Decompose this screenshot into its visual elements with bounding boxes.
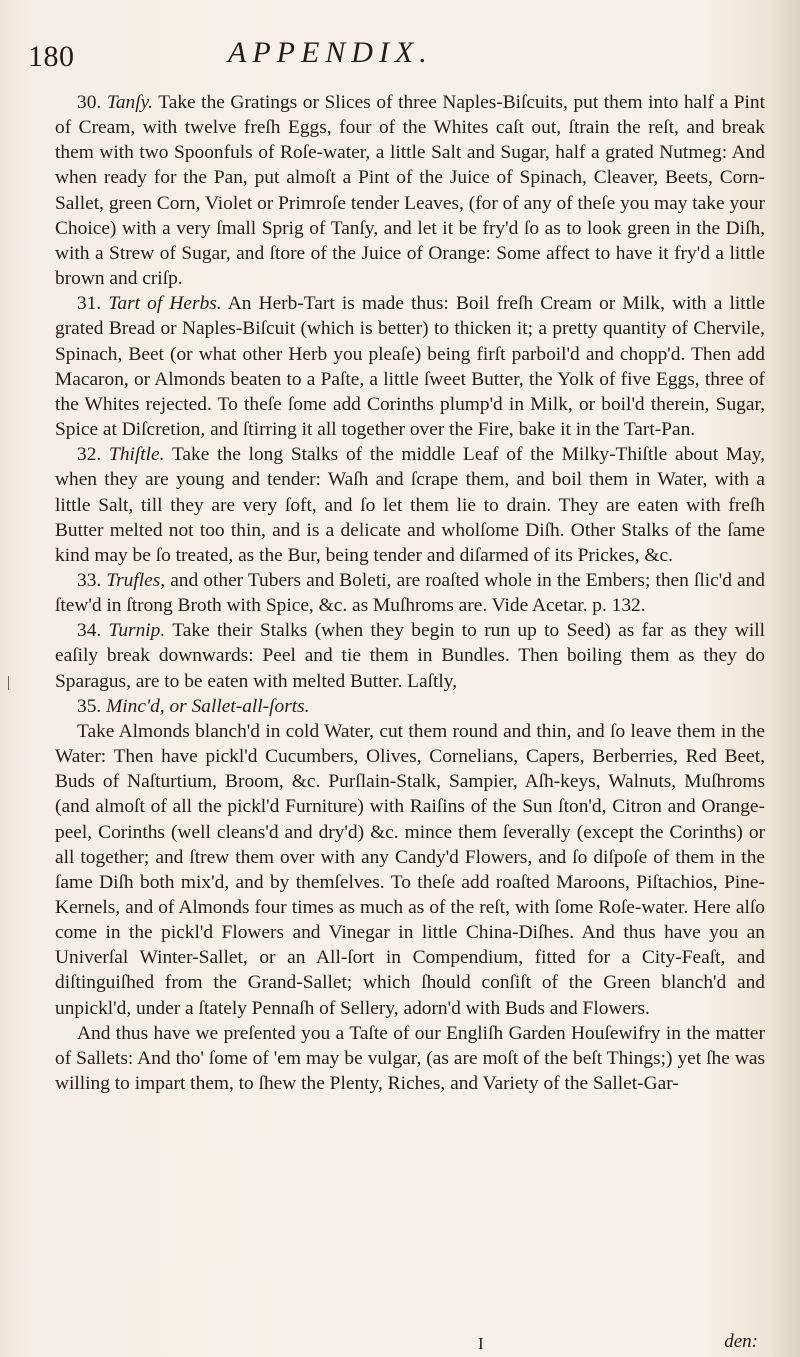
paragraph-closing: And thus have we preſented you a Taſte of our Engliſh Garden Houſewifry in the matter of Sallets: And tho' ſome of 'em may be vulgar, (as are moſt of the beſt Things;) yet ſhe was willing to impart them, to ſhew the Plenty, Riches, and Variety of the Sallet-Gar- (55, 1022, 765, 1095)
entry-33-number: 33. (77, 569, 102, 591)
running-head: APPENDIX. (228, 36, 433, 69)
entry-35-title: Minc'd, or Sallet-all-ſorts. (106, 695, 310, 717)
entry-32-number: 32. (77, 444, 102, 466)
page-number: 180 (28, 40, 75, 73)
entry-33-title: Trufles, (106, 569, 166, 591)
page-header (28, 36, 768, 76)
entry-30 (55, 90, 765, 291)
entry-35-number: 35. (77, 695, 102, 717)
catchword: den: (724, 1331, 758, 1352)
entry-32 (55, 442, 765, 568)
entry-34-number: 34. (77, 620, 102, 642)
entry-30-number: 30. (77, 92, 102, 113)
signature-mark: I (478, 1334, 484, 1353)
entry-33 (55, 568, 765, 618)
margin-mark (8, 676, 9, 690)
entry-33-text: and other Tubers and Boleti, are roaſted whole in the Embers; then ſlic'd and ſtew'd in ſtrong Broth with Spice, &c. as Muſhroms are. Vide Acetar. p. 132. (55, 569, 765, 617)
entry-31-number: 31. (77, 293, 102, 315)
entry-31-title: Tart of Herbs. (108, 293, 222, 315)
entry-30-text: Take the Gratings or Slices of three Naples-Biſcuits, put them into half a Pint of Cream, with twelve freſh Eggs, four of the Whites caſt out, ſtrain the reſt, and break them with two Spoonfuls of Roſe-water, a little Salt and Sugar, half a grated Nutmeg: And when ready for the Pan, put almoſt a Pint of the Juice of Spinach, Cleaver, Beets, Corn-Sallet, green Corn, Violet or Primroſe tender Leaves, (for of any of theſe you may take your Choice) with a very ſmall Sprig of Tanſy, and let it be fry'd ſo as to look green in the Diſh, with a Strew of Sugar, and ſtore of the Juice of Orange: Some affect to have it fry'd a little brown and criſp. (55, 92, 765, 290)
entry-34-text: Take their Stalks (when they begin to run up to Seed) as far as they will eaſily break downwards: Peel and tie them in Bundles. Then boiling them as they do Sparagus, are to be eaten with melted Butter. Laſtly, (55, 620, 765, 692)
body-text (55, 90, 765, 1096)
entry-31 (55, 291, 765, 442)
entry-35 (55, 694, 765, 719)
paragraph-sallet: Take Almonds blanch'd in cold Water, cut them round and thin, and ſo leave them in the Water: Then have pickl'd Cucumbers, Olives, Cornelians, Capers, Berberries, Red Beet, Buds of Naſturtium, Broom, &c. Purſlain-Stalk, Sampier, Aſh-keys, Walnuts, Muſhroms (and almoſt of all the pickl'd Furniture) with Raiſins of the Sun ſton'd, Citron and Orange-peel, Corinths (well cleans'd and dry'd) &c. mince them ſeverally (except the Corinths) or all together; and ſtrew them over with any Candy'd Flowers, and ſo diſpoſe of them in the ſame Diſh both mix'd, and by themſelves. To theſe add roaſted Maroons, Piſtachios, Pine-Kernels, and of Almonds four times as much as of the reſt, with ſome Roſe-water. Here alſo come in the pickl'd Flowers and Vinegar in little China-Diſhes. And thus have you an Univerſal Winter-Sallet, or an All-ſort in Compendium, fitted for a City-Feaſt, and diſtinguiſhed from the Grand-Sallet; which ſhould conſiſt of the Green blanch'd and unpickl'd, under a ſtately Pennaſh of Sellery, adorn'd with Buds and Flowers. (55, 720, 765, 1019)
entry-31-text: An Herb-Tart is made thus: Boil freſh Cream or Milk, with a little grated Bread or Naples-Biſcuit (which is better) to thicken it; a pretty quantity of Chervile, Spinach, Beet (or what other Herb you pleaſe) being firſt parboil'd and chopp'd. Then add Macaron, or Almonds beaten to a Paſte, a little ſweet Butter, the Yolk of five Eggs, three of the Whites rejected. To theſe ſome add Corinths plump'd in Milk, or boil'd therein, Sugar, Spice at Diſcretion, and ſtirring it all together over the Fire, bake it in the Tart-Pan. (55, 293, 765, 441)
entry-32-title: Thiſtle. (109, 444, 165, 466)
entry-34-title: Turnip. (108, 620, 166, 642)
entry-34 (55, 618, 765, 693)
entry-30-title: Tanſy. (106, 92, 153, 113)
entry-32-text: Take the long Stalks of the middle Leaf of the Milky-Thiſtle about May, when they are young and tender: Waſh and ſcrape them, and boil them in Water, with a little Salt, till they are very ſoft, and ſo let them lie to drain. They are eaten with freſh Butter melted not too thin, and is a delicate and wholſome Diſh. Other Stalks of the ſame kind may be ſo treated, as the Bur, being tender and diſarmed of its Prickes, &c. (55, 444, 765, 566)
